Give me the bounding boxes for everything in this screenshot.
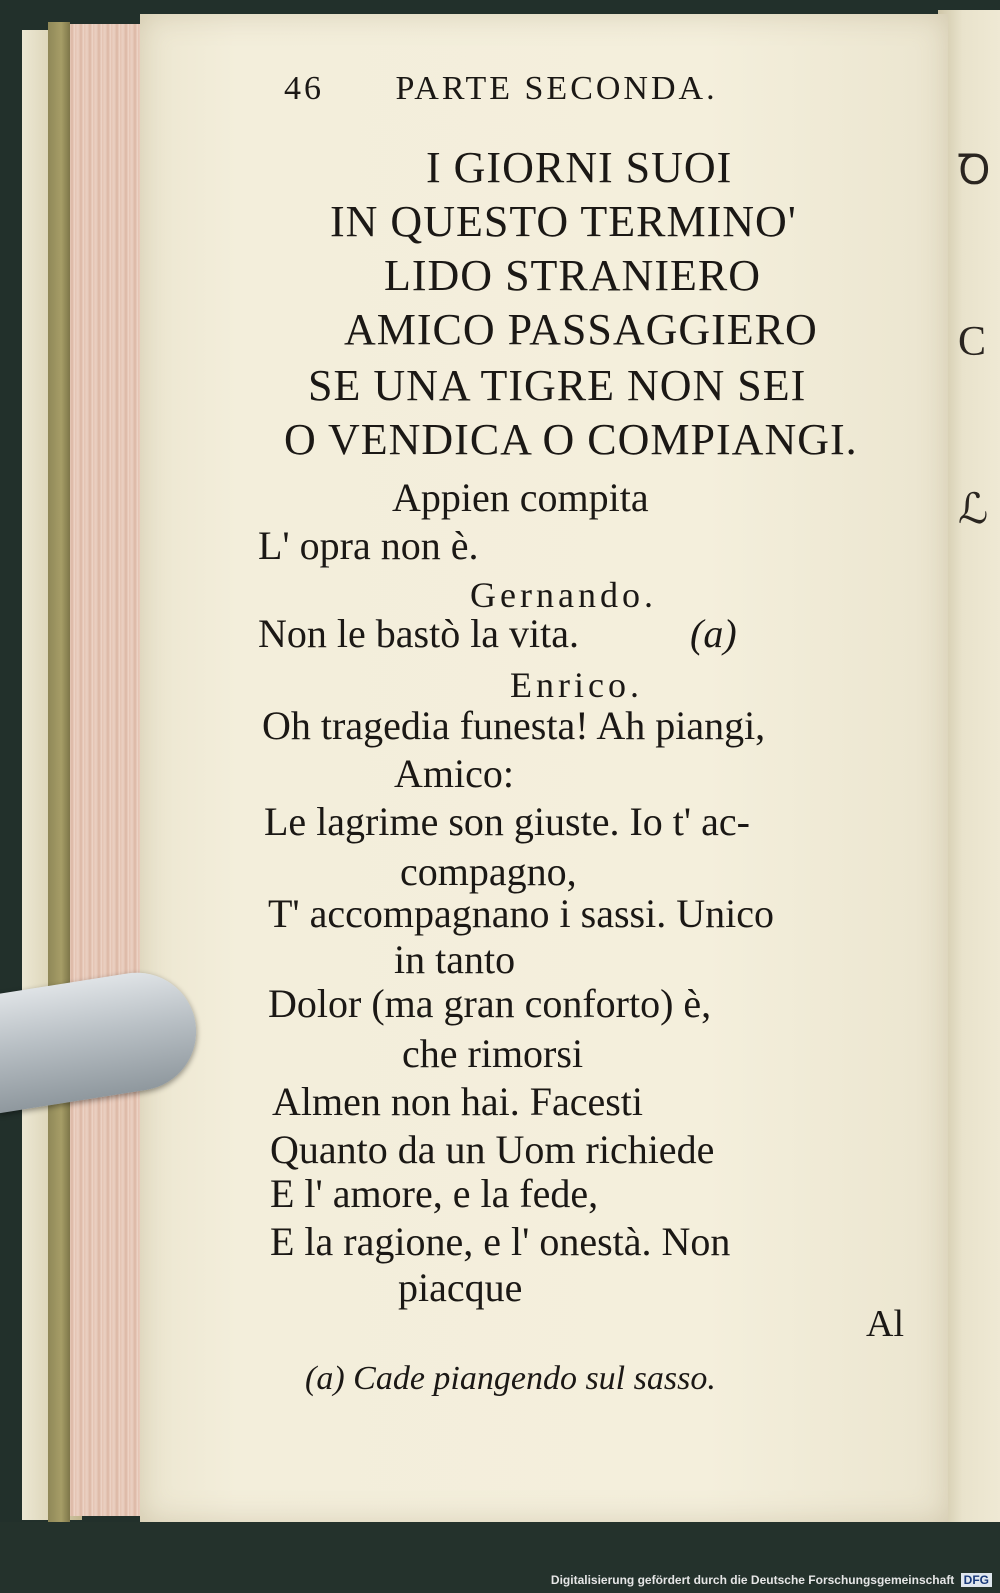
inscription-line: LIDO STRANIERO bbox=[384, 251, 761, 300]
verse-line: E la ragione, e l' onestà. Non bbox=[270, 1219, 731, 1264]
inscription-line: O VENDICA O COMPIANGI. bbox=[284, 415, 858, 464]
verse-line: L' opra non è. bbox=[258, 523, 479, 568]
verse-line: Quanto da un Uom richiede bbox=[270, 1127, 715, 1172]
speaker-name: Gernando. bbox=[470, 575, 657, 615]
inscription-line: SE UNA TIGRE NON SEI bbox=[308, 361, 807, 410]
verse-line: in tanto bbox=[394, 937, 516, 982]
verse-line: Appien compita bbox=[392, 475, 649, 520]
verse-line: Almen non hai. Facesti bbox=[272, 1079, 644, 1124]
credit-text: Digitalisierung gefördert durch die Deutsche Forschungsgemeinschaft bbox=[550, 1573, 955, 1587]
verse-line: compagno, bbox=[400, 849, 577, 894]
verse-line: Oh tragedia funesta! Ah piangi, bbox=[262, 703, 766, 748]
running-head bbox=[284, 70, 718, 108]
facing-letter: ℒ bbox=[958, 487, 989, 533]
catchword: Al bbox=[866, 1303, 904, 1345]
note-marker: (a) bbox=[690, 611, 737, 656]
speaker-name: Enrico. bbox=[510, 665, 643, 705]
facing-letter: C bbox=[958, 319, 987, 365]
verse-line: T' accompagnano i sassi. Unico bbox=[268, 891, 774, 936]
digitization-credit bbox=[551, 1573, 992, 1587]
verse-line: Non le bastò la vita. bbox=[258, 611, 580, 656]
verse-line: E l' amore, e la fede, bbox=[270, 1171, 599, 1216]
footer-bar bbox=[0, 1522, 1000, 1593]
inscription-line: IN QUESTO TERMINO' bbox=[330, 197, 797, 246]
inscription-line: AMICO PASSAGGIERO bbox=[344, 305, 818, 354]
verse-line: piacque bbox=[398, 1265, 523, 1310]
verse-line: Le lagrime son giuste. Io t' ac- bbox=[264, 799, 750, 844]
verse-line: che rimorsi bbox=[402, 1031, 584, 1076]
verse-line: Amico: bbox=[394, 751, 514, 796]
inscription-line: I GIORNI SUOI bbox=[426, 143, 733, 192]
footnote: (a) Cade piangendo sul sasso. bbox=[305, 1360, 716, 1397]
dfg-logo: DFG bbox=[961, 1573, 992, 1587]
book-cover-edge bbox=[48, 22, 70, 1522]
verse-line: Dolor (ma gran conforto) è, bbox=[268, 981, 712, 1026]
running-title: PARTE SECONDA. bbox=[395, 70, 718, 107]
facing-letter: Ꝺ bbox=[958, 148, 991, 194]
page-number: 46 bbox=[284, 70, 324, 107]
